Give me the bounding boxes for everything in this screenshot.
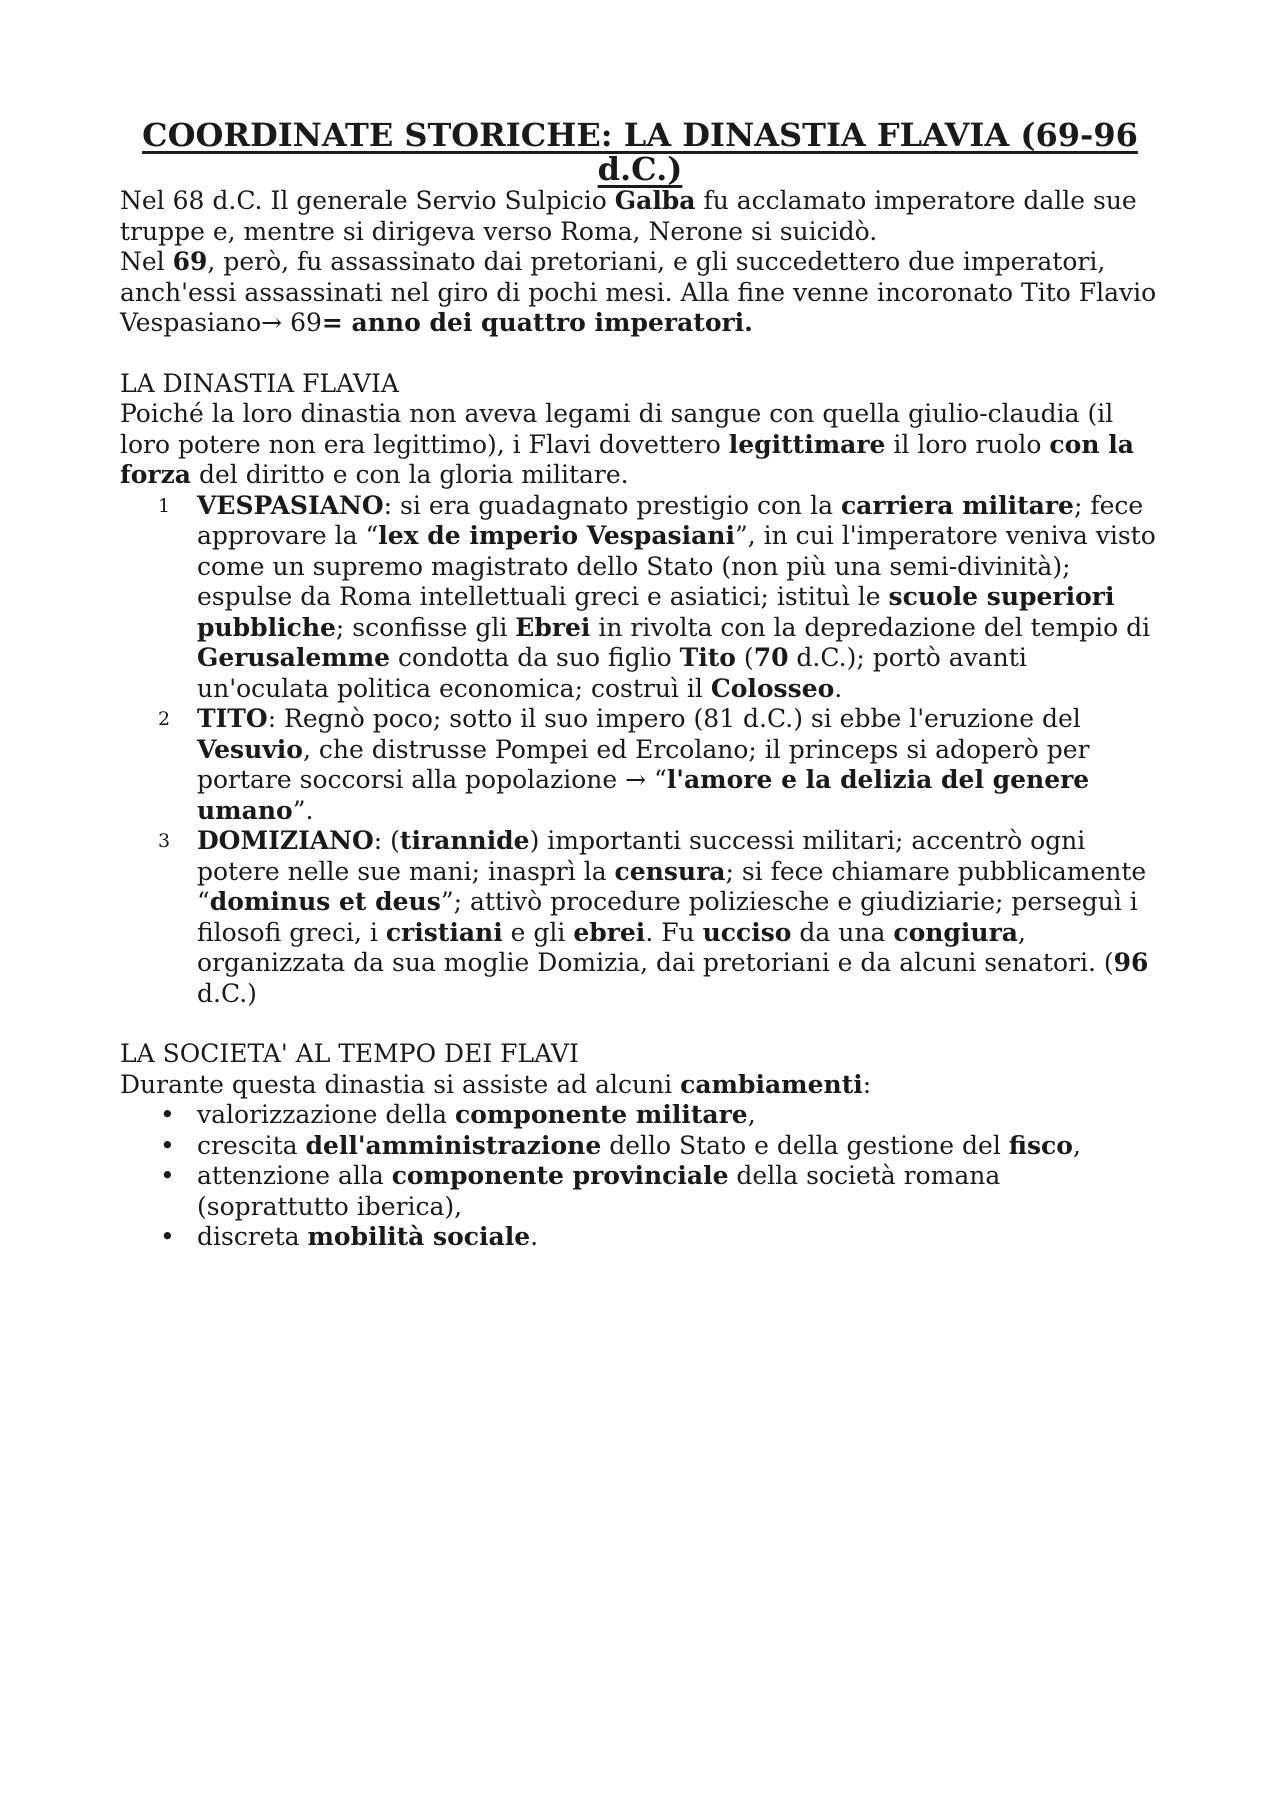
list-item (120, 826, 1160, 1009)
list-item-text (197, 1131, 1081, 1160)
bold-text: Gerusalemme (197, 643, 391, 672)
list-item-text (197, 704, 1090, 825)
bold-text: DOMIZIANO (197, 826, 374, 855)
text-run: crescita (197, 1130, 306, 1160)
list-item (120, 1222, 1160, 1253)
bold-text: componente militare (454, 1100, 748, 1129)
list-item (120, 491, 1160, 705)
bold-text: mobilità sociale (307, 1222, 531, 1251)
document-title: COORDINATE STORICHE: LA DINASTIA FLAVIA (69-96 d.C.) (142, 116, 1138, 188)
text-run: Nel 68 d.C. Il generale Servio Sulpicio (120, 186, 615, 215)
text-run: ; fece approvare la “ (197, 490, 1144, 550)
text-run: ) importanti successi militari; accentrò ogni potere nelle sue mani; inasprì la (197, 826, 1086, 886)
text-run: ( (735, 643, 754, 672)
bold-text: TITO (197, 704, 268, 733)
list-item-text (197, 826, 1148, 1008)
text-run: del diritto e con la gloria militare. (191, 460, 629, 489)
bold-text: VESPASIANO (197, 490, 384, 520)
bullet-icon: • (160, 1222, 175, 1251)
bold-text: dell'amministrazione (305, 1130, 602, 1160)
list-number: 3 (158, 830, 171, 852)
emperors-list (120, 491, 1160, 1010)
bold-text: 96 (1113, 948, 1149, 977)
bold-text: congiura (893, 917, 1018, 947)
bullet-icon: • (160, 1130, 175, 1160)
bold-text: Colosseo (710, 673, 835, 703)
text-run: : (862, 1069, 872, 1099)
list-number: 2 (158, 708, 171, 730)
text-run: , che distrusse Pompei ed Ercolano; il princeps si adoperò per portare soccorsi alla popolazione → “ (197, 734, 1090, 794)
section-text-societa (120, 1070, 1160, 1101)
list-number: 1 (158, 494, 171, 517)
text-run: : Regnò poco; sotto il suo impero (81 d.C.) si ebbe l'eruzione del (267, 704, 1081, 733)
text-run: . Fu (645, 917, 703, 947)
text-run: attenzione alla (197, 1161, 392, 1190)
bullet-icon: • (160, 1100, 175, 1129)
bullet-icon: • (160, 1161, 175, 1190)
bold-text: dominus et deus (209, 887, 441, 916)
bold-text: componente provinciale (391, 1161, 729, 1190)
bold-text: 70 (753, 643, 789, 672)
bold-text: legittimare (728, 429, 886, 459)
bold-text: scuole superiori pubbliche (197, 582, 1115, 642)
text-run: , (747, 1100, 756, 1129)
section-heading-societa: LA SOCIETA' AL TEMPO DEI FLAVI (120, 1039, 579, 1068)
text-run: fu acclamato imperatore dalle sue truppe e, mentre si dirigeva verso Roma, Nerone si suicidò. (120, 186, 1137, 246)
list-item-text (197, 1100, 756, 1129)
text-run: valorizzazione della (197, 1100, 455, 1129)
bold-text: ebrei (573, 917, 646, 947)
intro-paragraph-2 (120, 247, 1160, 339)
bold-text: Galba (614, 186, 696, 215)
bold-text: cristiani (385, 917, 503, 947)
bold-text: cambiamenti (680, 1069, 863, 1099)
text-run: , organizzata da sua moglie Domizia, dai pretoriani e da alcuni senatori. ( (197, 917, 1114, 977)
text-run: Nel (120, 247, 173, 276)
changes-list (120, 1100, 1160, 1253)
list-item-text (197, 491, 1156, 703)
text-run: . (530, 1222, 539, 1251)
bold-text: 69 (172, 247, 208, 276)
text-run: Durante questa dinastia si assiste ad alcuni (120, 1069, 681, 1099)
text-run: condotta da suo figlio (390, 643, 680, 672)
bold-text: censura (614, 856, 726, 886)
bold-text: l'amore e la delizia del genere umano (197, 765, 1090, 825)
text-run: ”. (292, 795, 314, 825)
list-item (120, 1100, 1160, 1131)
text-run: discreta (197, 1222, 308, 1251)
text-run: d.C.) (197, 978, 257, 1008)
list-item (120, 1161, 1160, 1222)
text-run: d.C.); portò avanti un'oculata politica economica; costruì il (197, 643, 1027, 703)
bold-text: Vesuvio (197, 734, 303, 764)
text-run: il loro ruolo (885, 429, 1050, 459)
bold-text: ucciso (702, 917, 792, 947)
list-item (120, 704, 1160, 826)
section-heading-dinastia: LA DINASTIA FLAVIA (120, 368, 399, 398)
bold-text: con la forza (120, 429, 1134, 489)
text-run: della società romana (soprattutto iberica), (197, 1161, 1001, 1221)
bold-text: tirannide (399, 826, 530, 855)
bold-text: carriera militare (840, 490, 1074, 520)
text-run: ; sconfisse gli (335, 612, 516, 642)
text-run: : ( (373, 826, 400, 855)
bold-text: fisco (1008, 1130, 1073, 1160)
text-run: Poiché la loro dinastia non aveva legami di sangue con quella giulio-claudia (il loro potere non era legittimo), i Flavi dovettero (120, 399, 1114, 459)
text-run: ”; attivò procedure poliziesche e giudiziarie; perseguì i filosofi greci, i (197, 887, 1138, 947)
bold-text: lex de imperio Vespasiani (378, 521, 735, 550)
text-run: , (1072, 1130, 1081, 1160)
list-item-text (197, 1161, 1000, 1221)
list-item-text (197, 1222, 538, 1251)
bold-text: Ebrei (515, 612, 591, 642)
text-run: da una (791, 917, 894, 947)
text-run: in rivolta con la depredazione del tempio di (590, 612, 1151, 642)
text-run: : si era guadagnato prestigio con la (383, 490, 841, 520)
list-item (120, 1131, 1160, 1162)
text-run: ”, in cui l'imperatore veniva visto come un supremo magistrato dello Stato (non più una semi-divinità); espulse da Roma intellettuali greci e asiatici; istituì le (197, 521, 1156, 611)
bold-text: = anno dei quattro imperatori. (321, 308, 753, 337)
intro-paragraph-1 (120, 186, 1160, 247)
text-run: , però, fu assassinato dai pretoriani, e gli succedettero due imperatori, anch'essi assassinati nel giro di pochi mesi. Alla fine venne incoronato Tito Flavio Vespasiano→ 69 (120, 247, 1157, 337)
text-run: dello Stato e della gestione del (601, 1130, 1009, 1160)
text-run: . (834, 673, 843, 703)
text-run: e gli (502, 917, 574, 947)
text-run: ; si fece chiamare pubblicamente “ (197, 856, 1147, 916)
bold-text: Tito (679, 643, 736, 672)
document-page (120, 118, 1160, 1253)
section-text-dinastia (120, 399, 1160, 491)
